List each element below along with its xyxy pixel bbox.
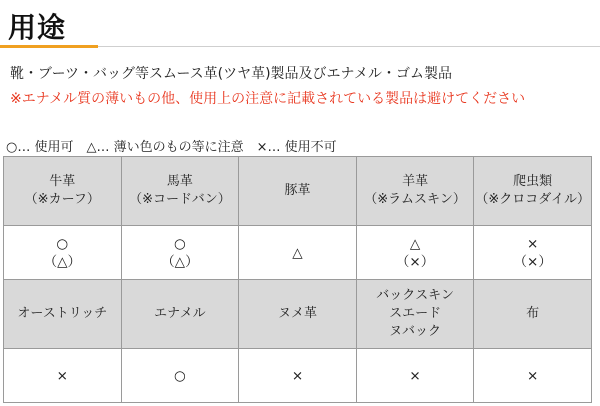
title-divider xyxy=(98,46,600,47)
material-cell xyxy=(356,280,474,349)
rating-cell xyxy=(4,226,122,280)
rating-symbol: ○ xyxy=(56,235,69,252)
material-label: ヌバック xyxy=(389,324,442,339)
material-label: エナメル xyxy=(154,306,206,321)
material-cell xyxy=(474,157,592,226)
rating-cell xyxy=(474,349,592,403)
rating-symbol: × xyxy=(527,367,539,384)
material-cell xyxy=(4,157,122,226)
rating-symbol: （×） xyxy=(513,253,552,270)
material-label: 豚革 xyxy=(284,183,311,198)
warning-note: ※エナメル質の薄いもの他、使用上の注意に記載されている製品は避けてください xyxy=(10,91,526,107)
rating-symbol: （△） xyxy=(43,253,81,270)
material-label: （※ラムスキン） xyxy=(364,192,466,207)
material-label: 牛革 xyxy=(49,174,76,189)
rating-symbol: × xyxy=(409,367,421,384)
material-cell xyxy=(239,280,357,349)
rating-symbol: （×） xyxy=(395,253,435,270)
material-cell xyxy=(356,157,474,226)
rating-row xyxy=(4,349,592,403)
material-cell xyxy=(121,280,239,349)
material-label: （※コードバン） xyxy=(129,192,231,207)
symbol-legend: ○… 使用可 △… 薄い色のもの等に注意 ×… 使用不可 xyxy=(6,140,337,155)
rating-cell xyxy=(239,226,357,280)
material-cell xyxy=(121,157,239,226)
rating-cell xyxy=(356,226,474,280)
rating-symbol: ○ xyxy=(174,367,186,384)
rating-symbol: ○ xyxy=(174,235,186,252)
title-accent-underline xyxy=(0,45,98,48)
rating-symbol: △ xyxy=(292,244,303,261)
material-label: 馬革 xyxy=(166,174,193,189)
rating-symbol: （△） xyxy=(161,253,199,270)
rating-symbol: × xyxy=(291,367,304,384)
material-label: 爬虫類 xyxy=(513,174,553,189)
material-label: ヌメ革 xyxy=(277,306,317,321)
rating-row xyxy=(4,226,592,280)
usage-description: 靴・ブーツ・バッグ等スムース革(ツヤ革)製品及びエナメル・ゴム製品 xyxy=(10,66,452,82)
rating-symbol: △ xyxy=(409,235,421,252)
material-cell xyxy=(4,280,122,349)
material-label: （※カーフ） xyxy=(24,192,100,207)
rating-cell xyxy=(121,226,239,280)
material-cell xyxy=(474,280,592,349)
material-label: 布 xyxy=(526,306,540,321)
material-label: （※クロコダイル） xyxy=(475,192,590,207)
material-row xyxy=(4,157,592,226)
material-cell xyxy=(239,157,357,226)
rating-cell xyxy=(121,349,239,403)
rating-symbol: × xyxy=(527,235,539,252)
material-label: 羊革 xyxy=(402,174,429,189)
rating-cell xyxy=(356,349,474,403)
rating-cell xyxy=(239,349,357,403)
material-row xyxy=(4,280,592,349)
rating-symbol: × xyxy=(56,367,68,384)
page-title: 用途 xyxy=(8,11,67,44)
compatibility-table xyxy=(3,156,592,403)
material-label: スエード xyxy=(389,306,442,321)
material-label: バックスキン xyxy=(376,288,454,303)
material-label: オーストリッチ xyxy=(17,306,108,321)
rating-cell xyxy=(4,349,122,403)
rating-cell xyxy=(474,226,592,280)
